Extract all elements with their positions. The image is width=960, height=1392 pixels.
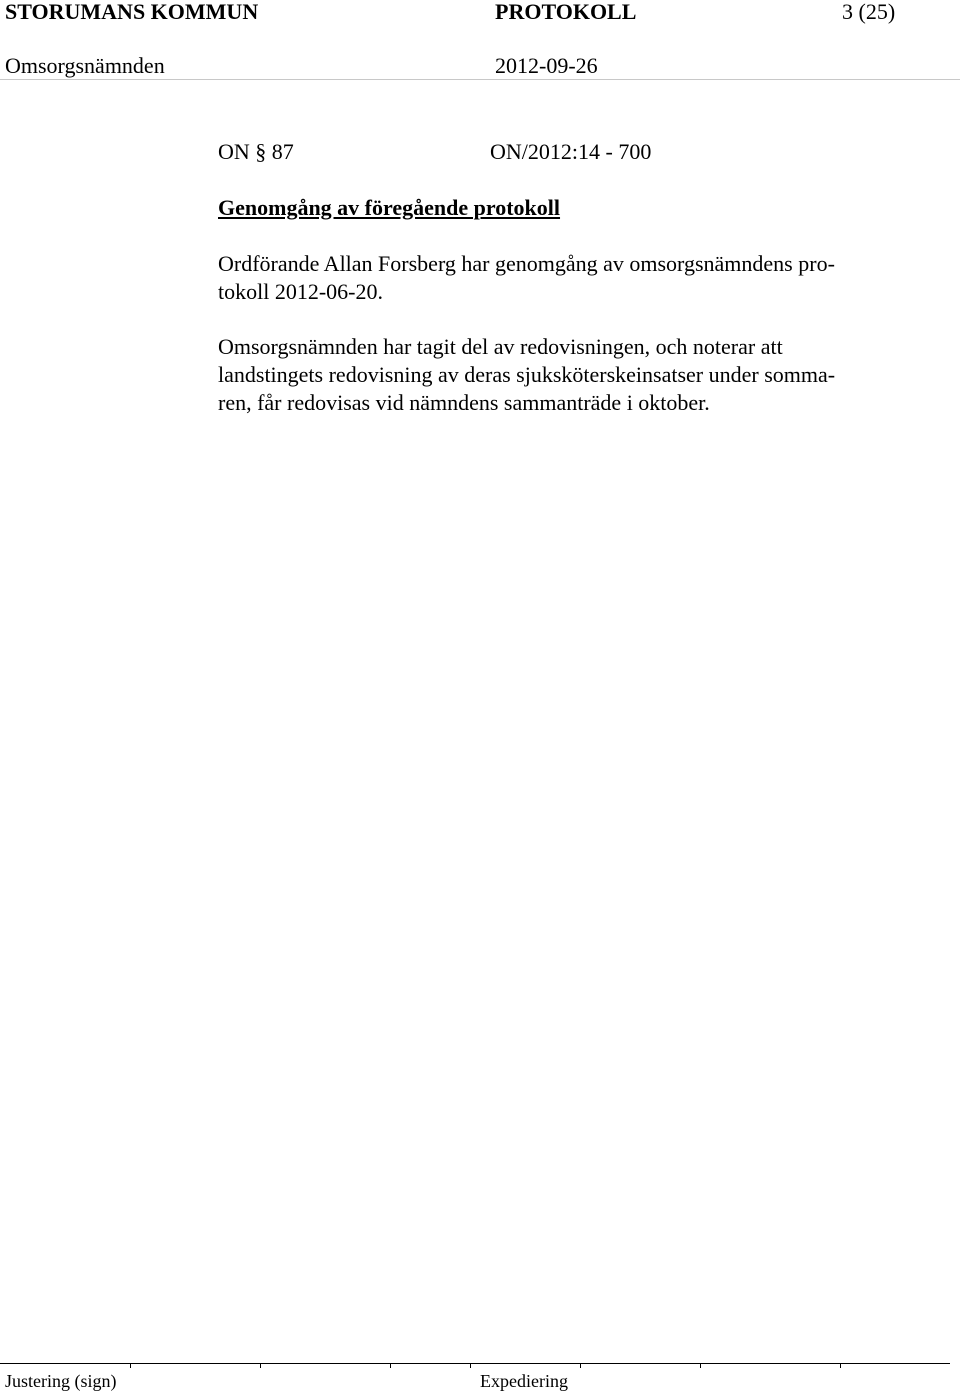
page-number: 3 (25) <box>842 0 896 24</box>
paragraph-2 <box>218 333 918 417</box>
footer-tick <box>580 1363 581 1368</box>
org-name: STORUMANS KOMMUN <box>5 0 259 24</box>
footer-tick <box>470 1363 471 1368</box>
footer-tick <box>260 1363 261 1368</box>
paragraph-1 <box>218 250 918 306</box>
committee-name: Omsorgsnämnden <box>5 53 165 78</box>
section-title: Genomgång av föregående protokoll <box>218 195 561 220</box>
paragraph-2-line-3: ren, får redovisas vid nämndens sammanträde i oktober. <box>218 390 710 415</box>
paragraph-1-line-2: tokoll 2012-06-20. <box>218 279 383 304</box>
paragraph-2-line-2: landstingets redovisning av deras sjuksköterskeinsatser under somma- <box>218 362 836 387</box>
paragraph-2-line-1: Omsorgsnämnden har tagit del av redovisningen, och noterar att <box>218 334 783 359</box>
footer-tick <box>390 1363 391 1368</box>
footer-divider <box>0 1363 950 1364</box>
footer-tick <box>700 1363 701 1368</box>
expediering-label: Expediering <box>480 1371 568 1391</box>
header-divider <box>0 79 960 80</box>
footer-tick <box>840 1363 841 1368</box>
document-type: PROTOKOLL <box>495 0 637 24</box>
meeting-date: 2012-09-26 <box>495 53 598 78</box>
paragraph-1-line-1: Ordförande Allan Forsberg har genomgång av omsorgsnämndens pro- <box>218 251 835 276</box>
footer-tick <box>130 1363 131 1368</box>
section-number: ON § 87 <box>218 139 294 164</box>
justering-label: Justering (sign) <box>5 1371 117 1391</box>
case-reference: ON/2012:14 - 700 <box>490 139 652 164</box>
